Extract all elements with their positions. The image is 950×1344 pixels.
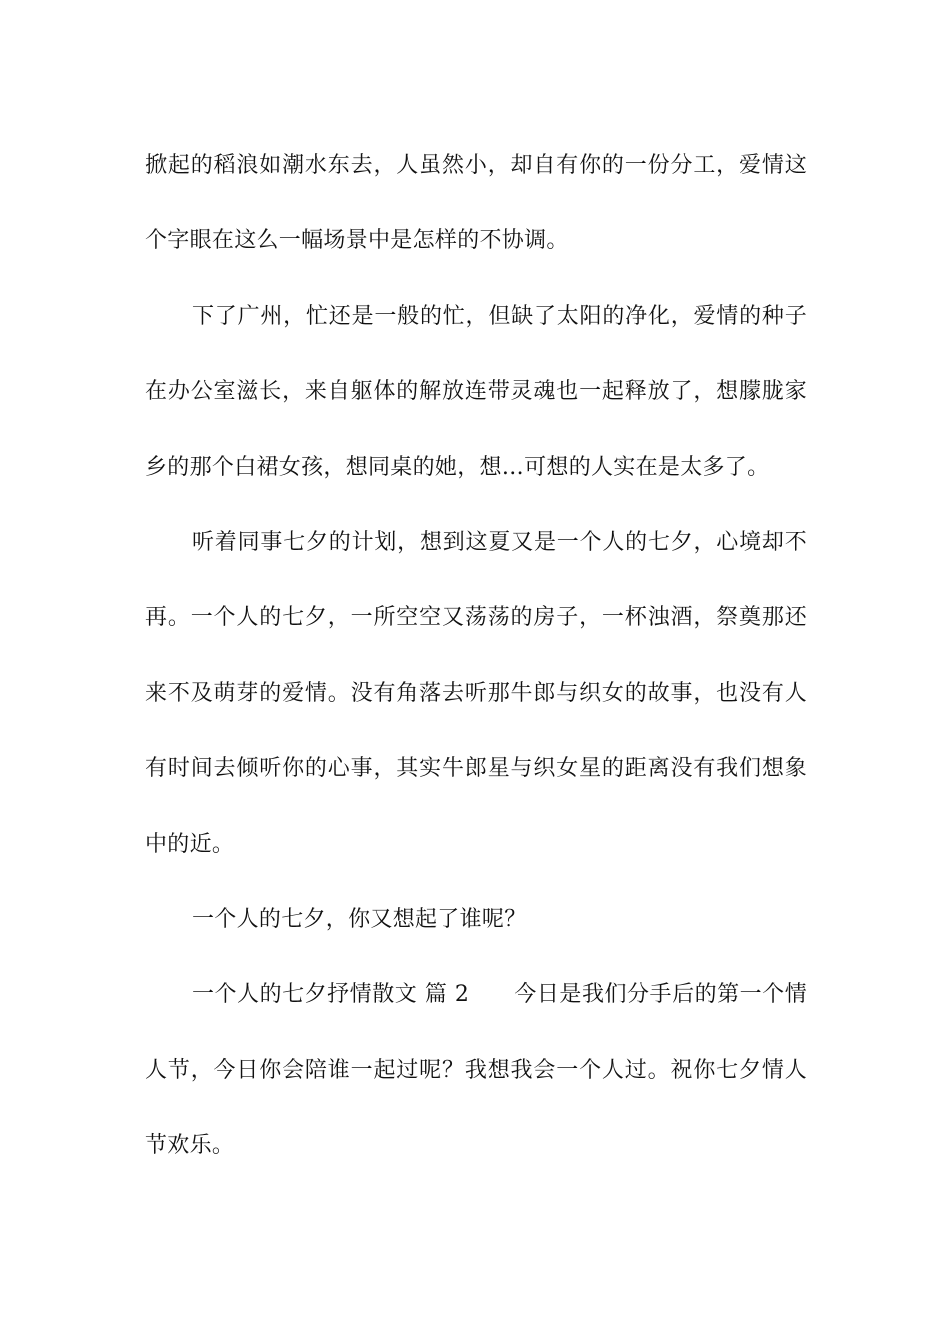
section-title: 一个人的七夕抒情散文 bbox=[192, 982, 418, 1008]
section-number: 篇 2 bbox=[424, 982, 470, 1008]
paragraph-2: 下了广州，忙还是一般的忙，但缺了太阳的净化，爱情的种子在办公室滋长，来自躯体的解放连带灵魂也一起释放了，想朦胧家乡的那个白裙女孩，想同桌的她，想…可想的人实在是太多了。 bbox=[145, 303, 807, 480]
section-text: 今日是我们分手后的第一个情人节，今日你会陪谁一起过呢？我想我会一个人过。祝你七夕情人节欢乐。 bbox=[145, 982, 808, 1159]
paragraph-3: 听着同事七夕的计划，想到这夏又是一个人的七夕，心境却不再。一个人的七夕，一所空空又荡荡的房子，一杯浊酒，祭奠那还来不及萌芽的爱情。没有角落去听那牛郎与织女的故事，也没有人有时间去倾听你的心事，其实牛郎星与织女星的距离没有我们想象中的近。 bbox=[145, 530, 807, 857]
article-body bbox=[145, 128, 807, 1184]
paragraph-4: 一个人的七夕，你又想起了谁呢？ bbox=[192, 907, 527, 933]
paragraph-1: 掀起的稻浪如潮水东去，人虽然小，却自有你的一份分工，爱情这个字眼在这么一幅场景中是怎样的不协调。 bbox=[145, 153, 807, 254]
section-paragraph bbox=[145, 957, 807, 1183]
